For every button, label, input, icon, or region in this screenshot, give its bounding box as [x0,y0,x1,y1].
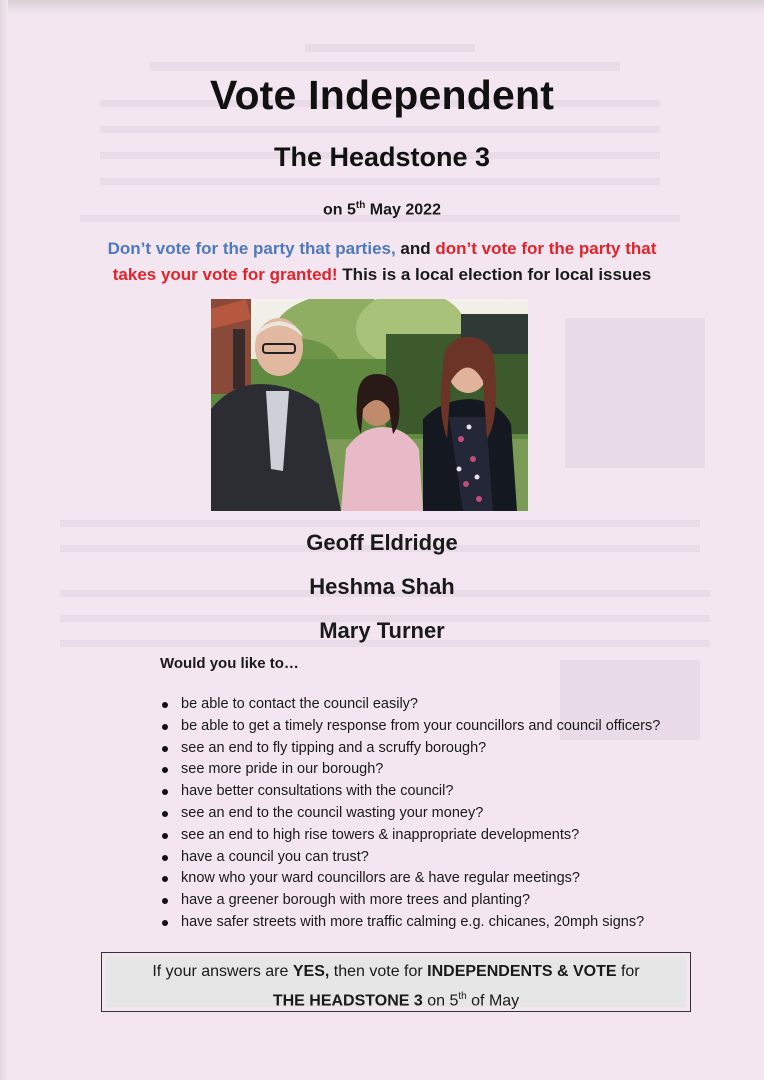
list-item: see more pride in our borough? [160,759,660,781]
list-item: see an end to the council wasting your money? [160,803,660,825]
callout-emphasis: INDEPENDENTS & VOTE [427,963,617,980]
slogan-tail-text: This is a local election for local issues [337,265,652,284]
candidates-photo [211,299,528,511]
callout-text: of May [466,992,520,1010]
questions-list [160,694,660,934]
call-to-action-text [106,957,686,1010]
slogan-red-text-2: takes your vote for granted! [112,265,338,284]
slogan-blue-text: Don’t vote for the party that parties, [107,239,396,258]
slogan-line-2 [0,262,764,288]
callout-yes: YES, [292,963,330,980]
list-item: have safer streets with more traffic calming e.g. chicanes, 20mph signs? [160,912,660,934]
date-prefix: on 5 [323,201,356,219]
slogan-and-text: and [395,239,436,258]
candidate-name-1: Geoff Eldridge [306,530,458,555]
list-item: have a council you can trust? [160,847,660,869]
list-item: have better consultations with the council? [160,781,660,803]
page-subtitle: The Headstone 3 [273,142,491,172]
slogan [0,236,764,288]
callout-group-name: THE HEADSTONE 3 [272,992,423,1010]
questions-intro: Would you like to… [160,655,299,672]
candidate-name-3: Mary Turner [319,618,445,643]
list-item: see an end to fly tipping and a scruffy borough? [160,738,660,760]
list-item: see an end to high rise towers & inappropriate developments? [160,825,660,847]
callout-line-1 [106,959,686,984]
callout-text: If your answers are [152,963,293,980]
list-item: be able to get a timely response from your councillors and council officers? [160,716,660,738]
date-ordinal: th [355,200,366,211]
callout-ordinal: th [458,991,467,1002]
callout-line-2 [106,984,686,1013]
slogan-red-text-1: don’t vote for the party that [435,239,657,258]
list-item: know who your ward councillors are & have regular meetings? [160,868,660,890]
callout-text: then vote for [329,963,428,980]
call-to-action-box [101,952,691,1012]
election-date [0,200,764,219]
slogan-line-1 [0,236,764,262]
list-item: have a greener borough with more trees and planting? [160,890,660,912]
date-suffix: May 2022 [365,201,441,219]
callout-text: for [616,963,640,980]
candidate-name-2: Heshma Shah [309,574,455,599]
list-item: be able to contact the council easily? [160,694,660,716]
page-title: Vote Independent [209,72,555,118]
callout-text: on 5 [422,992,459,1010]
